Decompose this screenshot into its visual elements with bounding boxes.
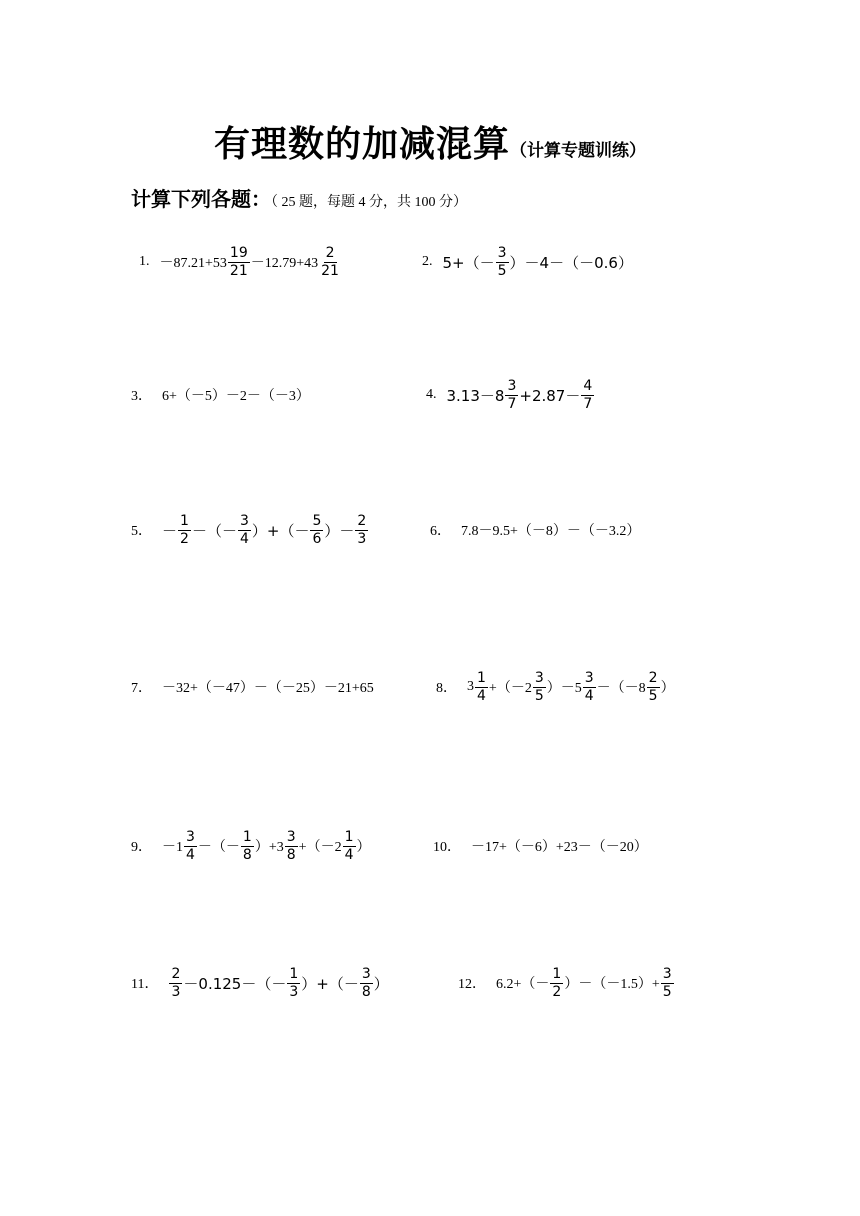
- fraction-denominator: 4: [239, 530, 249, 547]
- fraction: [533, 670, 546, 705]
- fraction-numerator: 3: [361, 965, 371, 982]
- problem-12: [458, 958, 675, 1008]
- fraction-denominator: 7: [507, 395, 517, 412]
- expression-text: －32+（－47）－（－25）－21+65: [162, 681, 374, 696]
- fraction-numerator: 2: [325, 244, 335, 261]
- expression-text: －1: [162, 840, 183, 855]
- problem-9: [131, 821, 371, 871]
- problem-expression: [461, 520, 640, 540]
- expression-text: 7.8－9.5+（－8）－（－3.2）: [461, 524, 641, 539]
- title-subtitle: （计算专题训练）: [510, 141, 646, 161]
- problem-expression: [162, 829, 371, 864]
- fraction: [238, 513, 251, 548]
- fraction-denominator: 21: [321, 262, 339, 279]
- fraction: [583, 670, 596, 705]
- fraction: [319, 245, 341, 280]
- expression-text: －87.21+53: [159, 256, 227, 271]
- fraction-denominator: 7: [583, 395, 593, 412]
- fraction-numerator: 2: [648, 669, 658, 686]
- fraction: [287, 966, 300, 1001]
- fraction: [355, 513, 368, 548]
- fraction-numerator: 1: [180, 512, 189, 529]
- fraction-denominator: 5: [648, 687, 658, 704]
- fraction-numerator: 3: [286, 828, 296, 845]
- problem-number: 10．: [433, 840, 461, 855]
- fraction: [647, 670, 660, 705]
- fraction-denominator: 8: [242, 846, 252, 863]
- fraction: [285, 829, 298, 864]
- problem-expression: [162, 677, 374, 697]
- expression-text: －0.125－（－: [183, 974, 287, 993]
- fraction-denominator: 5: [497, 262, 507, 279]
- instructions: [131, 183, 467, 212]
- expression-text: ）－5: [546, 681, 582, 696]
- fraction-denominator: 4: [584, 687, 594, 704]
- fraction-denominator: 3: [289, 983, 299, 1000]
- problem-number: 11．: [131, 977, 159, 992]
- problem-number: 9．: [131, 840, 152, 855]
- expression-text: ）+（－: [251, 521, 310, 540]
- problem-6: [430, 505, 640, 555]
- fraction: [550, 966, 563, 1001]
- fraction: [661, 966, 674, 1001]
- problem-1: [139, 237, 342, 287]
- problem-expression: [496, 966, 675, 1001]
- expression-text: －（－: [191, 521, 237, 540]
- expression-text: 6.2+（－: [496, 977, 550, 992]
- fraction-numerator: 1: [552, 965, 562, 982]
- fraction: [310, 513, 323, 548]
- instructions-note: （ 25 题，每题 4 分，共 100 分）: [271, 195, 467, 210]
- expression-text: ）: [356, 840, 371, 855]
- problem-number: 7．: [131, 681, 152, 696]
- fraction-numerator: 19: [229, 244, 248, 261]
- fraction: [228, 245, 250, 280]
- problem-number: 6．: [430, 524, 451, 539]
- problem-expression: [160, 245, 342, 280]
- fraction-numerator: 5: [312, 512, 322, 529]
- problem-expression: [443, 245, 633, 280]
- title-main: 有理数的加减混算: [213, 124, 510, 165]
- expression-text: +（－2: [488, 681, 532, 696]
- fraction-numerator: 3: [507, 377, 517, 394]
- problem-expression: [162, 513, 369, 548]
- problem-number: 2.: [422, 254, 433, 269]
- expression-text: －（－8: [596, 681, 646, 696]
- fraction-denominator: 4: [186, 846, 195, 863]
- fraction: [241, 829, 254, 864]
- expression-text: ）+（－: [301, 974, 359, 993]
- problem-number: 1.: [139, 254, 150, 269]
- fraction: [496, 245, 509, 280]
- fraction-numerator: 1: [344, 828, 354, 845]
- fraction-denominator: 4: [344, 846, 354, 863]
- problem-expression: [471, 836, 648, 856]
- fraction-denominator: 5: [534, 687, 544, 704]
- fraction-denominator: 2: [180, 530, 189, 547]
- problem-8: [436, 662, 675, 712]
- fraction-denominator: 8: [286, 846, 296, 863]
- expression-text: +（－2: [298, 840, 342, 855]
- expression-text: ）: [373, 974, 389, 993]
- fraction: [169, 966, 182, 1001]
- fraction: [178, 513, 191, 548]
- fraction-denominator: 8: [361, 983, 371, 1000]
- fraction-numerator: 3: [497, 244, 507, 261]
- fraction: [360, 966, 373, 1001]
- fraction-numerator: 2: [357, 512, 367, 529]
- fraction-denominator: 6: [312, 530, 322, 547]
- fraction-numerator: 2: [171, 965, 181, 982]
- expression-text: －12.79+43: [250, 256, 319, 271]
- expression-text: ）－4－（－0.6）: [509, 253, 633, 272]
- fraction-denominator: 3: [171, 983, 181, 1000]
- problem-11: [131, 958, 389, 1008]
- expression-text: ）+3: [254, 840, 284, 855]
- fraction: [505, 378, 518, 413]
- fraction-numerator: 4: [583, 377, 593, 394]
- problem-number: 3．: [131, 389, 152, 404]
- problem-number: 8．: [436, 681, 457, 696]
- problem-7: [131, 662, 374, 712]
- fraction-numerator: 3: [239, 512, 249, 529]
- expression-text: 6+（－5）－2－（－3）: [162, 389, 310, 404]
- problem-expression: [447, 378, 596, 413]
- fraction-numerator: 3: [584, 669, 594, 686]
- problem-5: [131, 505, 369, 555]
- expression-text: 3: [467, 679, 474, 694]
- expression-text: ）: [660, 681, 675, 696]
- fraction: [581, 378, 594, 413]
- problem-expression: [168, 966, 388, 1001]
- expression-text: －17+（－6）+23－（－20）: [471, 840, 648, 855]
- problem-4: [426, 370, 595, 420]
- fraction-numerator: 3: [534, 669, 544, 686]
- fraction: [184, 829, 197, 864]
- fraction-denominator: 21: [229, 262, 248, 279]
- fraction: [475, 670, 488, 705]
- expression-text: －: [162, 521, 178, 540]
- problem-number: 5．: [131, 524, 152, 539]
- expression-text: －（－: [197, 840, 240, 855]
- fraction-numerator: 1: [289, 965, 299, 982]
- expression-text: 3.13－8: [446, 386, 505, 405]
- instructions-heading: 计算下列各题：: [131, 187, 271, 211]
- fraction-numerator: 1: [477, 669, 486, 686]
- fraction-numerator: 1: [242, 828, 252, 845]
- expression-text: 5+（－: [442, 253, 495, 272]
- problem-3: [131, 370, 310, 420]
- fraction-denominator: 5: [662, 983, 672, 1000]
- problem-number: 4.: [426, 387, 437, 402]
- expression-text: ）－: [324, 521, 355, 540]
- fraction: [343, 829, 356, 864]
- expression-text: ）－（－1.5）+: [564, 977, 660, 992]
- problem-expression: [162, 385, 310, 405]
- problem-10: [433, 821, 648, 871]
- fraction-numerator: 3: [662, 965, 672, 982]
- problem-expression: [467, 670, 675, 705]
- problem-number: 12．: [458, 977, 486, 992]
- expression-text: +2.87－: [519, 386, 581, 405]
- fraction-denominator: 2: [552, 983, 562, 1000]
- document-title: [0, 116, 860, 167]
- fraction-denominator: 4: [477, 687, 486, 704]
- problem-2: [422, 237, 633, 287]
- fraction-denominator: 3: [357, 530, 367, 547]
- fraction-numerator: 3: [186, 828, 195, 845]
